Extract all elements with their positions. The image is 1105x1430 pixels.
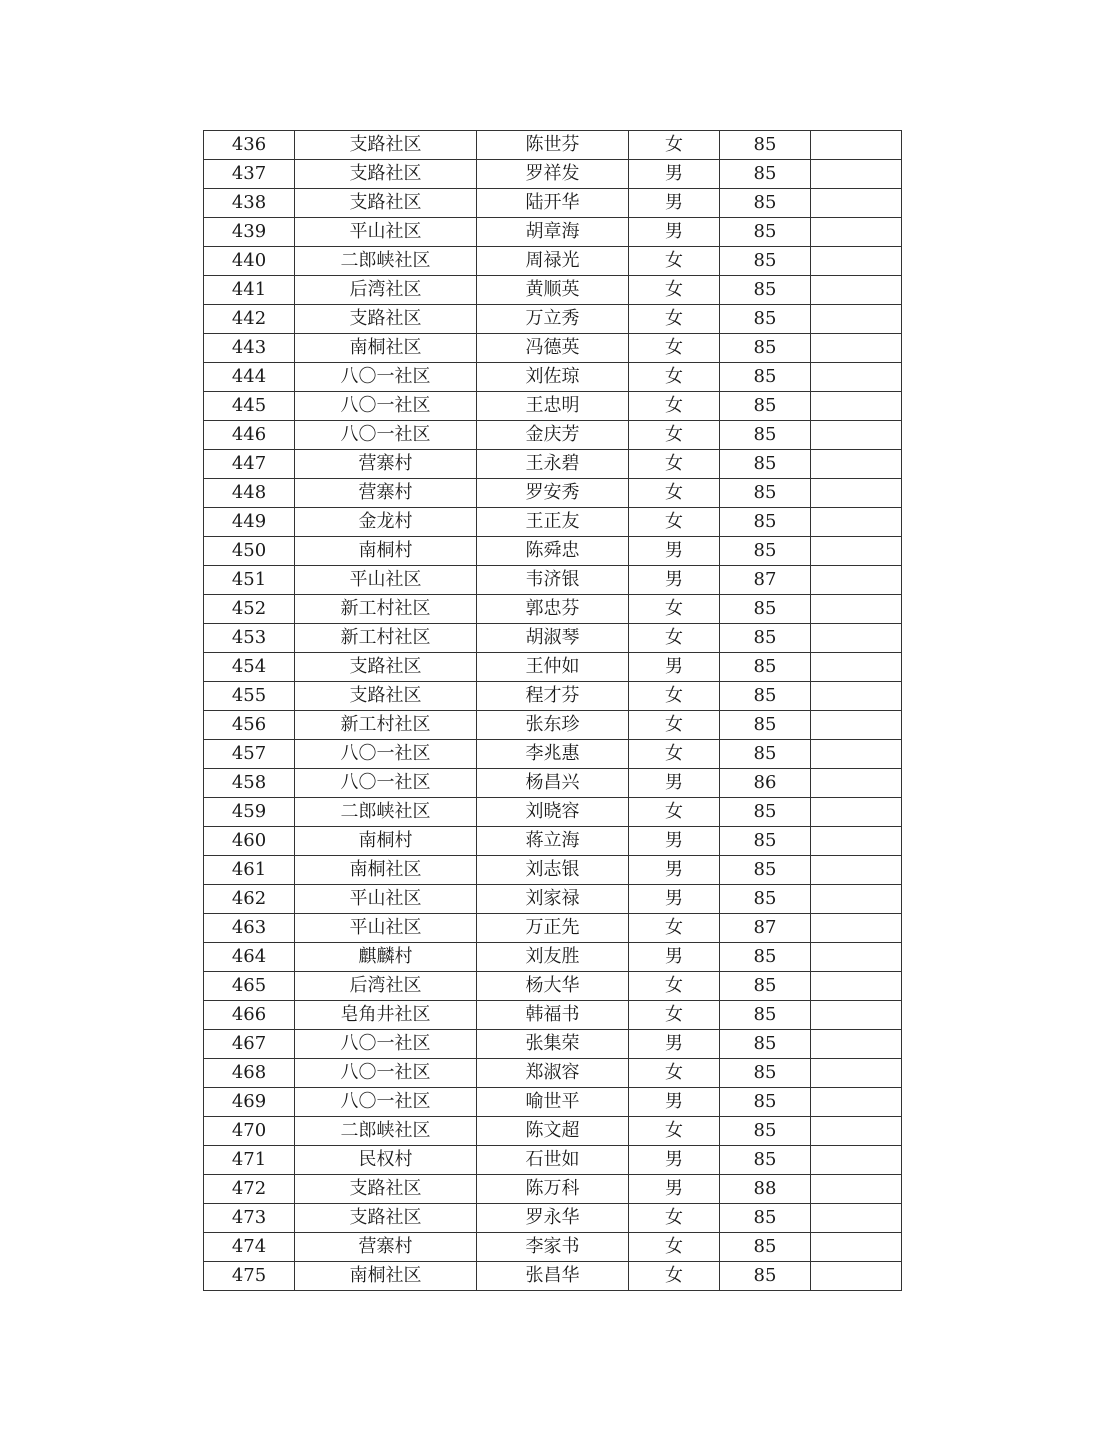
age-cell: 85 [720,682,811,711]
table-row [204,479,902,508]
age-cell: 85 [720,624,811,653]
table-row [204,972,902,1001]
community-cell: 八〇一社区 [295,421,477,450]
roster-table-body [204,131,902,1291]
name-cell: 冯德英 [477,334,629,363]
note-cell [811,653,902,682]
row-number-cell: 449 [204,508,295,537]
name-cell: 金庆芳 [477,421,629,450]
name-cell: 张东珍 [477,711,629,740]
row-number-cell: 453 [204,624,295,653]
name-cell: 刘友胜 [477,943,629,972]
community-cell: 南桐村 [295,537,477,566]
community-cell: 支路社区 [295,189,477,218]
row-number-cell: 457 [204,740,295,769]
row-number-cell: 454 [204,653,295,682]
table-row [204,566,902,595]
age-cell: 85 [720,1088,811,1117]
name-cell: 蒋立海 [477,827,629,856]
age-cell: 85 [720,740,811,769]
note-cell [811,595,902,624]
table-row [204,1233,902,1262]
row-number-cell: 470 [204,1117,295,1146]
table-row [204,276,902,305]
gender-cell: 女 [629,682,720,711]
community-cell: 支路社区 [295,1175,477,1204]
age-cell: 85 [720,537,811,566]
name-cell: 张昌华 [477,1262,629,1291]
community-cell: 新工村社区 [295,711,477,740]
community-cell: 新工村社区 [295,595,477,624]
gender-cell: 女 [629,247,720,276]
name-cell: 罗安秀 [477,479,629,508]
name-cell: 陈舜忠 [477,537,629,566]
age-cell: 85 [720,1030,811,1059]
gender-cell: 男 [629,218,720,247]
row-number-cell: 441 [204,276,295,305]
table-row [204,508,902,537]
name-cell: 喻世平 [477,1088,629,1117]
gender-cell: 男 [629,856,720,885]
gender-cell: 女 [629,1059,720,1088]
age-cell: 85 [720,1117,811,1146]
row-number-cell: 446 [204,421,295,450]
community-cell: 支路社区 [295,160,477,189]
age-cell: 85 [720,334,811,363]
table-row [204,1262,902,1291]
gender-cell: 女 [629,334,720,363]
row-number-cell: 442 [204,305,295,334]
note-cell [811,682,902,711]
table-row [204,827,902,856]
name-cell: 李家书 [477,1233,629,1262]
table-row [204,914,902,943]
gender-cell: 男 [629,189,720,218]
community-cell: 八〇一社区 [295,769,477,798]
age-cell: 86 [720,769,811,798]
age-cell: 85 [720,711,811,740]
name-cell: 石世如 [477,1146,629,1175]
table-row [204,1175,902,1204]
gender-cell: 女 [629,1262,720,1291]
table-row [204,131,902,160]
table-row [204,1030,902,1059]
community-cell: 营寨村 [295,479,477,508]
row-number-cell: 444 [204,363,295,392]
gender-cell: 女 [629,1117,720,1146]
age-cell: 85 [720,189,811,218]
row-number-cell: 465 [204,972,295,1001]
age-cell: 85 [720,160,811,189]
table-row [204,1059,902,1088]
table-row [204,740,902,769]
row-number-cell: 467 [204,1030,295,1059]
note-cell [811,421,902,450]
row-number-cell: 438 [204,189,295,218]
gender-cell: 女 [629,624,720,653]
note-cell [811,305,902,334]
table-row [204,856,902,885]
note-cell [811,769,902,798]
table-row [204,421,902,450]
note-cell [811,450,902,479]
table-row [204,1117,902,1146]
note-cell [811,1117,902,1146]
gender-cell: 女 [629,595,720,624]
age-cell: 88 [720,1175,811,1204]
name-cell: 杨大华 [477,972,629,1001]
age-cell: 85 [720,218,811,247]
community-cell: 二郎峡社区 [295,247,477,276]
row-number-cell: 436 [204,131,295,160]
note-cell [811,885,902,914]
table-row [204,769,902,798]
name-cell: 陈万科 [477,1175,629,1204]
age-cell: 87 [720,914,811,943]
age-cell: 85 [720,131,811,160]
community-cell: 皂角井社区 [295,1001,477,1030]
community-cell: 支路社区 [295,305,477,334]
note-cell [811,160,902,189]
table-row [204,943,902,972]
table-row [204,798,902,827]
community-cell: 八〇一社区 [295,392,477,421]
gender-cell: 女 [629,1001,720,1030]
note-cell [811,1030,902,1059]
note-cell [811,1001,902,1030]
gender-cell: 男 [629,1146,720,1175]
note-cell [811,1262,902,1291]
note-cell [811,943,902,972]
age-cell: 85 [720,653,811,682]
name-cell: 胡章海 [477,218,629,247]
gender-cell: 男 [629,537,720,566]
age-cell: 85 [720,1059,811,1088]
community-cell: 二郎峡社区 [295,1117,477,1146]
row-number-cell: 472 [204,1175,295,1204]
gender-cell: 男 [629,566,720,595]
name-cell: 刘志银 [477,856,629,885]
community-cell: 新工村社区 [295,624,477,653]
age-cell: 85 [720,827,811,856]
name-cell: 万正先 [477,914,629,943]
note-cell [811,740,902,769]
row-number-cell: 455 [204,682,295,711]
name-cell: 王忠明 [477,392,629,421]
community-cell: 营寨村 [295,450,477,479]
gender-cell: 女 [629,914,720,943]
note-cell [811,914,902,943]
note-cell [811,276,902,305]
gender-cell: 男 [629,1175,720,1204]
gender-cell: 女 [629,972,720,1001]
community-cell: 八〇一社区 [295,1030,477,1059]
table-row [204,711,902,740]
name-cell: 陈世芬 [477,131,629,160]
row-number-cell: 445 [204,392,295,421]
table-row [204,1146,902,1175]
community-cell: 南桐社区 [295,856,477,885]
row-number-cell: 474 [204,1233,295,1262]
row-number-cell: 475 [204,1262,295,1291]
community-cell: 南桐社区 [295,334,477,363]
note-cell [811,624,902,653]
row-number-cell: 460 [204,827,295,856]
gender-cell: 女 [629,305,720,334]
age-cell: 85 [720,885,811,914]
table-row [204,247,902,276]
row-number-cell: 458 [204,769,295,798]
gender-cell: 女 [629,363,720,392]
age-cell: 85 [720,943,811,972]
name-cell: 王仲如 [477,653,629,682]
table-row [204,392,902,421]
row-number-cell: 463 [204,914,295,943]
table-row [204,653,902,682]
table-row [204,218,902,247]
community-cell: 麒麟村 [295,943,477,972]
note-cell [811,508,902,537]
name-cell: 罗永华 [477,1204,629,1233]
gender-cell: 女 [629,1233,720,1262]
age-cell: 85 [720,1233,811,1262]
name-cell: 王正友 [477,508,629,537]
gender-cell: 女 [629,508,720,537]
note-cell [811,334,902,363]
name-cell: 杨昌兴 [477,769,629,798]
table-row [204,1088,902,1117]
gender-cell: 女 [629,1204,720,1233]
name-cell: 黄顺英 [477,276,629,305]
gender-cell: 男 [629,827,720,856]
community-cell: 金龙村 [295,508,477,537]
row-number-cell: 473 [204,1204,295,1233]
age-cell: 85 [720,247,811,276]
row-number-cell: 440 [204,247,295,276]
community-cell: 支路社区 [295,1204,477,1233]
gender-cell: 女 [629,276,720,305]
age-cell: 85 [720,1262,811,1291]
community-cell: 民权村 [295,1146,477,1175]
community-cell: 支路社区 [295,653,477,682]
roster-table [203,130,902,1291]
row-number-cell: 439 [204,218,295,247]
age-cell: 85 [720,972,811,1001]
community-cell: 八〇一社区 [295,363,477,392]
age-cell: 85 [720,392,811,421]
name-cell: 陆开华 [477,189,629,218]
note-cell [811,566,902,595]
age-cell: 85 [720,363,811,392]
note-cell [811,1146,902,1175]
name-cell: 周禄光 [477,247,629,276]
name-cell: 韩福书 [477,1001,629,1030]
row-number-cell: 471 [204,1146,295,1175]
note-cell [811,1204,902,1233]
note-cell [811,1175,902,1204]
note-cell [811,972,902,1001]
note-cell [811,711,902,740]
table-row [204,1001,902,1030]
gender-cell: 男 [629,1030,720,1059]
note-cell [811,218,902,247]
age-cell: 85 [720,595,811,624]
note-cell [811,1233,902,1262]
gender-cell: 女 [629,479,720,508]
community-cell: 支路社区 [295,682,477,711]
name-cell: 罗祥发 [477,160,629,189]
table-row [204,305,902,334]
row-number-cell: 443 [204,334,295,363]
row-number-cell: 464 [204,943,295,972]
community-cell: 南桐社区 [295,1262,477,1291]
community-cell: 平山社区 [295,566,477,595]
age-cell: 85 [720,479,811,508]
community-cell: 八〇一社区 [295,1059,477,1088]
note-cell [811,363,902,392]
row-number-cell: 447 [204,450,295,479]
row-number-cell: 450 [204,537,295,566]
community-cell: 平山社区 [295,914,477,943]
gender-cell: 男 [629,160,720,189]
age-cell: 85 [720,856,811,885]
table-row [204,189,902,218]
table-row [204,450,902,479]
gender-cell: 女 [629,740,720,769]
gender-cell: 女 [629,131,720,160]
name-cell: 刘家禄 [477,885,629,914]
community-cell: 八〇一社区 [295,1088,477,1117]
gender-cell: 女 [629,711,720,740]
name-cell: 程才芬 [477,682,629,711]
row-number-cell: 452 [204,595,295,624]
name-cell: 郑淑容 [477,1059,629,1088]
age-cell: 85 [720,1204,811,1233]
row-number-cell: 448 [204,479,295,508]
age-cell: 87 [720,566,811,595]
row-number-cell: 466 [204,1001,295,1030]
name-cell: 李兆惠 [477,740,629,769]
community-cell: 八〇一社区 [295,740,477,769]
table-row [204,334,902,363]
note-cell [811,537,902,566]
name-cell: 郭忠芬 [477,595,629,624]
name-cell: 刘晓容 [477,798,629,827]
gender-cell: 女 [629,450,720,479]
name-cell: 陈文超 [477,1117,629,1146]
gender-cell: 男 [629,1088,720,1117]
gender-cell: 女 [629,392,720,421]
note-cell [811,1059,902,1088]
age-cell: 85 [720,276,811,305]
age-cell: 85 [720,508,811,537]
name-cell: 韦济银 [477,566,629,595]
community-cell: 南桐村 [295,827,477,856]
table-row [204,160,902,189]
community-cell: 平山社区 [295,218,477,247]
row-number-cell: 451 [204,566,295,595]
table-row [204,885,902,914]
table-row [204,1204,902,1233]
note-cell [811,856,902,885]
community-cell: 后湾社区 [295,972,477,1001]
gender-cell: 男 [629,943,720,972]
age-cell: 85 [720,450,811,479]
gender-cell: 男 [629,885,720,914]
table-row [204,595,902,624]
community-cell: 二郎峡社区 [295,798,477,827]
gender-cell: 男 [629,769,720,798]
row-number-cell: 462 [204,885,295,914]
table-row [204,363,902,392]
age-cell: 85 [720,305,811,334]
gender-cell: 女 [629,421,720,450]
table-row [204,624,902,653]
note-cell [811,827,902,856]
gender-cell: 男 [629,653,720,682]
row-number-cell: 456 [204,711,295,740]
name-cell: 张集荣 [477,1030,629,1059]
note-cell [811,392,902,421]
note-cell [811,131,902,160]
age-cell: 85 [720,421,811,450]
note-cell [811,798,902,827]
name-cell: 胡淑琴 [477,624,629,653]
note-cell [811,479,902,508]
community-cell: 营寨村 [295,1233,477,1262]
note-cell [811,247,902,276]
gender-cell: 女 [629,798,720,827]
age-cell: 85 [720,798,811,827]
table-row [204,537,902,566]
row-number-cell: 469 [204,1088,295,1117]
table-row [204,682,902,711]
note-cell [811,189,902,218]
row-number-cell: 459 [204,798,295,827]
row-number-cell: 461 [204,856,295,885]
row-number-cell: 437 [204,160,295,189]
age-cell: 85 [720,1146,811,1175]
name-cell: 万立秀 [477,305,629,334]
community-cell: 后湾社区 [295,276,477,305]
row-number-cell: 468 [204,1059,295,1088]
age-cell: 85 [720,1001,811,1030]
note-cell [811,1088,902,1117]
name-cell: 刘佐琼 [477,363,629,392]
community-cell: 平山社区 [295,885,477,914]
name-cell: 王永碧 [477,450,629,479]
community-cell: 支路社区 [295,131,477,160]
